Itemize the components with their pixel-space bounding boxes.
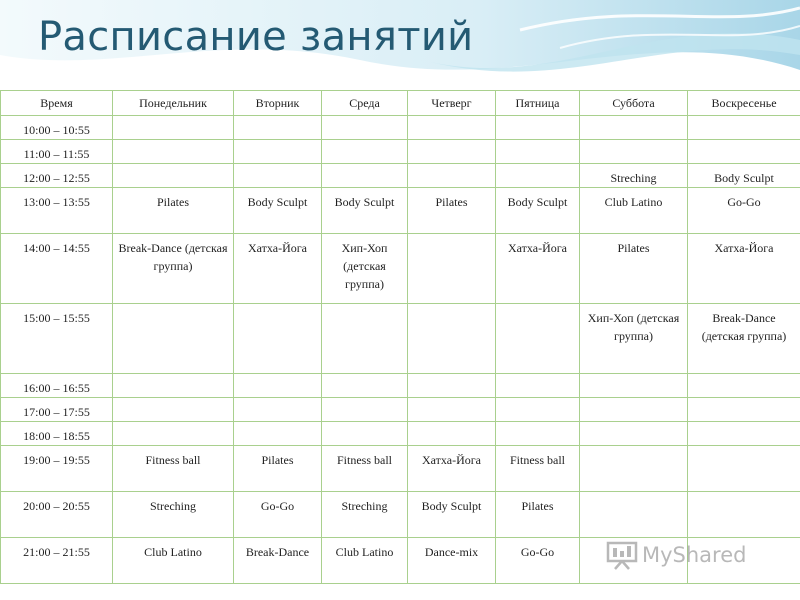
class-cell-wednesday xyxy=(322,398,408,422)
class-cell-tuesday: Хатха-Йога xyxy=(234,234,322,304)
class-cell-saturday xyxy=(580,422,688,446)
column-header-time: Время xyxy=(1,91,113,116)
class-cell-wednesday xyxy=(322,140,408,164)
class-cell-wednesday xyxy=(322,304,408,374)
class-cell-sunday: Body Sculpt xyxy=(688,164,800,188)
time-slot-cell: 13:00 – 13:55 xyxy=(1,188,113,234)
class-cell-monday: Streching xyxy=(113,492,234,538)
class-cell-tuesday xyxy=(234,116,322,140)
class-cell-wednesday xyxy=(322,422,408,446)
schedule-row xyxy=(1,446,800,492)
class-cell-friday xyxy=(496,422,580,446)
class-cell-thursday xyxy=(408,398,496,422)
class-cell-friday xyxy=(496,116,580,140)
column-header-friday: Пятница xyxy=(496,91,580,116)
time-slot-cell: 15:00 – 15:55 xyxy=(1,304,113,374)
class-cell-thursday xyxy=(408,164,496,188)
time-slot-cell: 19:00 – 19:55 xyxy=(1,446,113,492)
class-cell-sunday xyxy=(688,374,800,398)
class-cell-sunday xyxy=(688,398,800,422)
class-cell-friday xyxy=(496,398,580,422)
class-cell-thursday: Body Sculpt xyxy=(408,492,496,538)
class-cell-tuesday: Pilates xyxy=(234,446,322,492)
class-cell-friday: Хатха-Йога xyxy=(496,234,580,304)
class-cell-saturday xyxy=(580,398,688,422)
class-cell-monday xyxy=(113,398,234,422)
time-slot-cell: 17:00 – 17:55 xyxy=(1,398,113,422)
class-cell-thursday: Dance-mix xyxy=(408,538,496,584)
schedule-row xyxy=(1,492,800,538)
class-cell-monday xyxy=(113,140,234,164)
class-cell-thursday xyxy=(408,304,496,374)
column-header-sunday: Воскресенье xyxy=(688,91,800,116)
table-header-row xyxy=(1,91,800,116)
column-header-thursday: Четверг xyxy=(408,91,496,116)
class-cell-sunday xyxy=(688,422,800,446)
class-cell-friday xyxy=(496,164,580,188)
myshared-watermark xyxy=(606,538,768,572)
class-cell-monday: Break-Dance (детская группа) xyxy=(113,234,234,304)
page-title: Расписание занятий xyxy=(38,14,474,60)
schedule-row xyxy=(1,374,800,398)
schedule-row xyxy=(1,140,800,164)
class-cell-saturday: Pilates xyxy=(580,234,688,304)
class-cell-friday xyxy=(496,304,580,374)
column-header-saturday: Суббота xyxy=(580,91,688,116)
class-cell-wednesday: Body Sculpt xyxy=(322,188,408,234)
time-slot-cell: 10:00 – 10:55 xyxy=(1,116,113,140)
class-cell-thursday xyxy=(408,422,496,446)
class-cell-saturday xyxy=(580,446,688,492)
presentation-screen-icon xyxy=(606,540,638,570)
schedule-row xyxy=(1,188,800,234)
schedule-row xyxy=(1,164,800,188)
class-cell-wednesday xyxy=(322,116,408,140)
schedule-table xyxy=(0,90,800,584)
time-slot-cell: 16:00 – 16:55 xyxy=(1,374,113,398)
class-cell-wednesday xyxy=(322,374,408,398)
time-slot-cell: 12:00 – 12:55 xyxy=(1,164,113,188)
class-cell-sunday: Break-Dance (детская группа) xyxy=(688,304,800,374)
class-cell-tuesday xyxy=(234,398,322,422)
class-cell-saturday xyxy=(580,374,688,398)
class-cell-wednesday: Club Latino xyxy=(322,538,408,584)
class-cell-friday xyxy=(496,140,580,164)
class-cell-wednesday: Fitness ball xyxy=(322,446,408,492)
class-cell-monday xyxy=(113,422,234,446)
class-cell-monday xyxy=(113,164,234,188)
column-header-wednesday: Среда xyxy=(322,91,408,116)
time-slot-cell: 14:00 – 14:55 xyxy=(1,234,113,304)
class-cell-tuesday: Go-Go xyxy=(234,492,322,538)
class-cell-tuesday xyxy=(234,164,322,188)
class-cell-monday: Pilates xyxy=(113,188,234,234)
class-cell-sunday xyxy=(688,492,800,538)
class-cell-friday xyxy=(496,374,580,398)
class-cell-thursday xyxy=(408,116,496,140)
class-cell-sunday: Хатха-Йога xyxy=(688,234,800,304)
class-cell-saturday: Streching xyxy=(580,164,688,188)
class-cell-friday: Go-Go xyxy=(496,538,580,584)
schedule-row xyxy=(1,234,800,304)
class-cell-saturday: Club Latino xyxy=(580,188,688,234)
schedule-row xyxy=(1,398,800,422)
class-cell-sunday xyxy=(688,116,800,140)
class-cell-tuesday xyxy=(234,374,322,398)
class-cell-thursday: Pilates xyxy=(408,188,496,234)
class-cell-friday: Fitness ball xyxy=(496,446,580,492)
class-cell-tuesday xyxy=(234,140,322,164)
schedule-row xyxy=(1,422,800,446)
class-cell-thursday xyxy=(408,140,496,164)
class-cell-sunday xyxy=(688,446,800,492)
column-header-monday: Понедельник xyxy=(113,91,234,116)
class-cell-saturday xyxy=(580,116,688,140)
class-cell-saturday xyxy=(580,140,688,164)
schedule-row xyxy=(1,304,800,374)
class-cell-friday: Pilates xyxy=(496,492,580,538)
class-cell-saturday: Хип-Хоп (детская группа) xyxy=(580,304,688,374)
class-cell-friday: Body Sculpt xyxy=(496,188,580,234)
class-cell-tuesday: Body Sculpt xyxy=(234,188,322,234)
class-cell-sunday xyxy=(688,140,800,164)
column-header-tuesday: Вторник xyxy=(234,91,322,116)
class-cell-monday: Club Latino xyxy=(113,538,234,584)
class-cell-thursday: Хатха-Йога xyxy=(408,446,496,492)
class-cell-monday xyxy=(113,116,234,140)
class-cell-sunday: Go-Go xyxy=(688,188,800,234)
class-cell-wednesday: Хип-Хоп (детская группа) xyxy=(322,234,408,304)
class-cell-thursday xyxy=(408,234,496,304)
class-cell-monday xyxy=(113,304,234,374)
schedule-row xyxy=(1,116,800,140)
class-cell-tuesday xyxy=(234,304,322,374)
class-cell-tuesday xyxy=(234,422,322,446)
class-cell-tuesday: Break-Dance xyxy=(234,538,322,584)
watermark-text: MyShared xyxy=(642,543,747,567)
time-slot-cell: 21:00 – 21:55 xyxy=(1,538,113,584)
class-cell-wednesday: Streching xyxy=(322,492,408,538)
class-cell-monday xyxy=(113,374,234,398)
time-slot-cell: 11:00 – 11:55 xyxy=(1,140,113,164)
class-cell-monday: Fitness ball xyxy=(113,446,234,492)
time-slot-cell: 20:00 – 20:55 xyxy=(1,492,113,538)
class-cell-thursday xyxy=(408,374,496,398)
class-cell-saturday xyxy=(580,492,688,538)
class-cell-wednesday xyxy=(322,164,408,188)
time-slot-cell: 18:00 – 18:55 xyxy=(1,422,113,446)
